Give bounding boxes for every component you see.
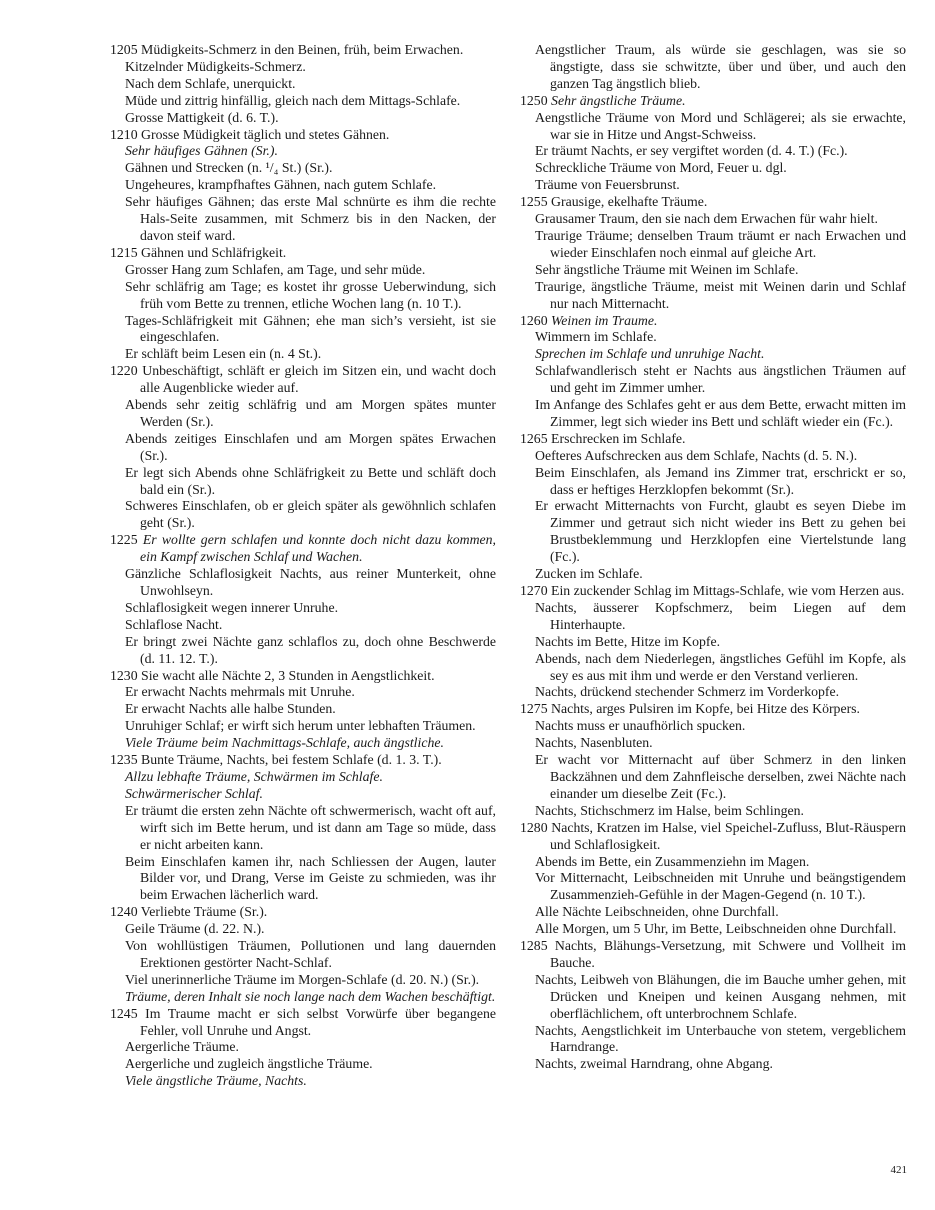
entry-text: Im Traume macht er sich selbst Vorwürfe über begangene Fehler, voll Unruhe und Angst. — [140, 1005, 496, 1038]
symptom-entry — [520, 228, 906, 262]
page-number: 421 — [890, 1164, 907, 1176]
symptom-entry — [110, 465, 496, 499]
entry-text: Schreckliche Träume von Mord, Feuer u. dgl. — [535, 160, 787, 176]
symptom-entry — [520, 262, 906, 279]
symptom-entry — [520, 651, 906, 685]
entry-text: Nachts im Bette, Hitze im Kopfe. — [535, 633, 721, 649]
symptom-entry — [110, 803, 496, 854]
symptom-entry — [110, 59, 496, 76]
entry-text: Nachts, Nasenbluten. — [535, 735, 653, 751]
entry-text: Alle Nächte Leibschneiden, ohne Durchfall. — [535, 904, 779, 920]
entry-text: Nachts, drückend stechender Schmerz im Vorderkopfe. — [535, 684, 840, 700]
entry-text: Nachts, arges Pulsiren im Kopfe, bei Hitze des Körpers. — [551, 701, 860, 717]
entry-number: 1235 — [110, 752, 138, 768]
entry-text: Im Anfange des Schlafes geht er aus dem Bette, erwacht mitten im Zimmer, legt sich wieder ins Bett und schläft wieder ein (Fc.). — [535, 397, 906, 429]
entry-text: Geile Träume (d. 22. N.). — [125, 921, 265, 937]
entry-text: Sehr schläfrig am Tage; es kostet ihr grosse Ueberwindung, sich früh vom Bette zu trennen, etliche Wochen lang (n. 10 T.). — [125, 278, 496, 311]
symptom-entry — [110, 566, 496, 600]
entry-number: 1210 — [110, 126, 138, 142]
entry-number: 1230 — [110, 667, 138, 683]
symptom-entry — [520, 397, 906, 431]
symptom-entry — [110, 938, 496, 972]
entry-number: 1225 — [110, 532, 138, 548]
symptom-entry — [110, 701, 496, 718]
symptom-entry — [520, 329, 906, 346]
entry-text: Schlaflose Nacht. — [125, 616, 223, 632]
entry-text: Er wollte gern schlafen und konnte doch nicht dazu kommen, ein Kampf zwischen Schlaf und Wachen. — [140, 532, 496, 565]
symptom-entry — [110, 1039, 496, 1056]
symptom-entry — [110, 684, 496, 701]
entry-text: Viel unerinnerliche Träume im Morgen-Schlafe (d. 20. N.) (Sr.). — [125, 971, 480, 987]
symptom-entry — [110, 279, 496, 313]
symptom-entry — [520, 803, 906, 820]
entry-text: Beim Einschlafen, als Jemand ins Zimmer trat, erschrickt er so, dass er heftiges Herzklopfen bekommt (Sr.). — [535, 464, 906, 497]
symptom-entry — [110, 346, 496, 363]
symptom-entry — [520, 93, 906, 110]
entry-text: Nachts, zweimal Harndrang, ohne Abgang. — [535, 1056, 773, 1072]
left-column — [110, 42, 496, 1090]
symptom-entry — [110, 143, 496, 160]
entry-text: Abends zeitiges Einschlafen und am Morgen spätes Erwachen (Sr.). — [125, 430, 496, 463]
entry-text: Nach dem Schlafe, unerquickt. — [125, 75, 296, 91]
entry-text: Er erwacht Nachts mehrmals mit Unruhe. — [125, 684, 355, 700]
entry-text: Tages-Schläfrigkeit mit Gähnen; ehe man sich’s versieht, ist sie eingeschlafen. — [125, 312, 496, 345]
symptom-entry — [110, 177, 496, 194]
entry-number: 1245 — [110, 1005, 138, 1021]
symptom-entry — [110, 93, 496, 110]
symptom-entry — [110, 786, 496, 803]
symptom-entry — [520, 279, 906, 313]
entry-text: Abends, nach dem Niederlegen, ängstliches Gefühl im Kopfe, als sey es aus mit ihm und werde er den Verstand verlieren. — [535, 650, 906, 683]
entry-number: 1215 — [110, 244, 138, 260]
symptom-entry — [110, 245, 496, 262]
symptom-entry — [520, 921, 906, 938]
symptom-entry — [110, 76, 496, 93]
symptom-entry — [110, 194, 496, 245]
symptom-entry — [110, 262, 496, 279]
symptom-entry — [110, 127, 496, 144]
symptom-entry — [520, 600, 906, 634]
symptom-entry — [110, 718, 496, 735]
entry-text: Er erwacht Nachts alle halbe Stunden. — [125, 701, 336, 717]
entry-text: Verliebte Träume (Sr.). — [140, 904, 268, 920]
symptom-entry — [520, 431, 906, 448]
entry-text: Nachts, Leibweh von Blähungen, die im Bauche umher gehen, mit Drücken und Kneipen und keinen Ausgang nehmen, mit oberflächlichem, oft unterbrochnem Schlafe. — [535, 971, 906, 1021]
entry-text: Schwärmerischer Schlaf. — [125, 785, 263, 801]
symptom-entry — [110, 160, 496, 177]
entry-text: Müdigkeits-Schmerz in den Beinen, früh, beim Erwachen. — [141, 42, 464, 57]
entry-text: Weinen im Traume. — [551, 312, 658, 328]
entry-text: Schlafwandlerisch steht er Nachts aus ängstlichen Träumen auf und geht im Zimmer umher. — [535, 363, 906, 396]
right-column — [520, 42, 906, 1073]
symptom-entry — [520, 820, 906, 854]
entry-text: Unbeschäftigt, schläft er gleich im Sitzen ein, und wacht doch alle Augenblicke wieder auf. — [140, 363, 496, 396]
entry-text: Allzu lebhafte Träume, Schwärmen im Schlafe. — [125, 768, 383, 784]
entry-text: Grosser Hang zum Schlafen, am Tage, und sehr müde. — [125, 261, 426, 277]
entry-text: Vor Mitternacht, Leibschneiden mit Unruhe und beängstigendem Zusammenzieh-Gefühle in der Magen-Gegend (n. 10 T.). — [535, 870, 906, 903]
symptom-entry — [110, 617, 496, 634]
symptom-entry — [520, 870, 906, 904]
symptom-entry — [110, 600, 496, 617]
entry-text: Müde und zittrig hinfällig, gleich nach dem Mittags-Schlafe. — [125, 92, 461, 108]
symptom-entry — [520, 583, 906, 600]
entry-text: Gähnen und Strecken (n. ¹/₄ St.) (Sr.). — [125, 160, 333, 176]
entry-text: Er erwacht Mitternachts von Furcht, glaubt es seyen Diebe im Zimmer und getraut sich nicht wieder ins Bett zu gehen bei Brustbeklemmung und Herzklopfen eine Viertelstunde lang (Fc.). — [535, 498, 906, 565]
symptom-entry — [520, 735, 906, 752]
entry-text: Aergerliche und zugleich ängstliche Träume. — [125, 1056, 373, 1072]
symptom-entry — [110, 972, 496, 989]
entry-number: 1260 — [520, 312, 548, 328]
entry-text: Grausige, ekelhafte Träume. — [551, 194, 708, 210]
symptom-entry — [110, 634, 496, 668]
entry-text: Oefteres Aufschrecken aus dem Schlafe, Nachts (d. 5. N.). — [535, 447, 858, 463]
symptom-entry — [110, 769, 496, 786]
symptom-entry — [110, 668, 496, 685]
symptom-entry — [110, 1056, 496, 1073]
symptom-entry — [520, 566, 906, 583]
symptom-entry — [520, 1023, 906, 1057]
symptom-entry — [520, 177, 906, 194]
entry-text: Bunte Träume, Nachts, bei festem Schlafe (d. 1. 3. T.). — [141, 752, 442, 768]
symptom-entry — [110, 989, 496, 1006]
entry-text: Sehr häufiges Gähnen (Sr.). — [125, 143, 278, 159]
entry-text: Schweres Einschlafen, ob er gleich später als gewöhnlich schlafen geht (Sr.). — [125, 498, 496, 531]
entry-text: Ein zuckender Schlag im Mittags-Schlafe, wie vom Herzen aus. — [551, 583, 905, 598]
symptom-entry — [110, 1073, 496, 1090]
entry-text: Viele ängstliche Träume, Nachts. — [125, 1073, 307, 1089]
symptom-entry — [520, 110, 906, 144]
entry-text: Er träumt Nachts, er sey vergiftet worden (d. 4. T.) (Fc.). — [535, 143, 848, 159]
symptom-entry — [110, 313, 496, 347]
symptom-entry — [110, 921, 496, 938]
entry-number: 1240 — [110, 904, 138, 920]
symptom-entry — [520, 718, 906, 735]
entry-text: Schlaflosigkeit wegen innerer Unruhe. — [125, 599, 339, 615]
symptom-entry — [520, 363, 906, 397]
entry-text: Grosse Mattigkeit (d. 6. T.). — [125, 109, 279, 125]
entry-text: Nachts muss er unaufhörlich spucken. — [535, 718, 746, 734]
entry-number: 1275 — [520, 701, 548, 717]
symptom-entry — [520, 1056, 906, 1073]
entry-text: Abends sehr zeitig schläfrig und am Morgen spätes munter Werden (Sr.). — [125, 397, 496, 429]
entry-text: Er träumt die ersten zehn Nächte oft schwermerisch, wacht oft auf, wirft sich im Bette herum, und ist dann am Tage so müde, dass er nicht arbeiten kann. — [125, 802, 496, 852]
entry-text: Gähnen und Schläfrigkeit. — [141, 244, 287, 260]
entry-number: 1280 — [520, 819, 548, 835]
entry-text: Beim Einschlafen kamen ihr, nach Schliessen der Augen, lauter Bilder vor, und Drang, Verse im Geiste zu schmieden, was ihr beim Erwachen lächerlich ward. — [125, 853, 496, 903]
symptom-entry — [520, 634, 906, 651]
symptom-entry — [110, 42, 496, 59]
entry-text: Sehr ängstliche Träume mit Weinen im Schlafe. — [535, 261, 799, 277]
symptom-entry — [110, 110, 496, 127]
entry-text: Sprechen im Schlafe und unruhige Nacht. — [535, 346, 765, 362]
symptom-entry — [110, 431, 496, 465]
symptom-entry — [520, 904, 906, 921]
symptom-entry — [520, 498, 906, 566]
entry-text: Er bringt zwei Nächte ganz schlaflos zu, doch ohne Beschwerde (d. 11. 12. T.). — [125, 633, 496, 666]
entry-text: Alle Morgen, um 5 Uhr, im Bette, Leibschneiden ohne Durchfall. — [535, 921, 897, 937]
symptom-entry — [520, 752, 906, 803]
symptom-entry — [520, 448, 906, 465]
symptom-entry — [520, 160, 906, 177]
symptom-entry — [520, 465, 906, 499]
symptom-entry — [520, 143, 906, 160]
entry-text: Kitzelnder Müdigkeits-Schmerz. — [125, 58, 306, 74]
entry-text: Grosse Müdigkeit täglich und stetes Gähnen. — [141, 126, 390, 142]
symptom-entry — [110, 498, 496, 532]
symptom-entry — [520, 684, 906, 701]
entry-text: Träume von Feuersbrunst. — [535, 177, 680, 193]
entry-text: Wimmern im Schlafe. — [535, 329, 657, 345]
entry-text: Aergerliche Träume. — [125, 1039, 239, 1055]
entry-text: Nachts, äusserer Kopfschmerz, beim Liegen auf dem Hinterhaupte. — [535, 599, 906, 632]
entry-number: 1220 — [110, 363, 138, 379]
entry-text: Traurige, ängstliche Träume, meist mit Weinen darin und Schlaf nur nach Mitternacht. — [535, 278, 906, 311]
symptom-entry — [520, 701, 906, 718]
symptom-entry — [110, 752, 496, 769]
entry-text: Von wohllüstigen Träumen, Pollutionen und lang dauernden Erektionen gestörter Nacht-Schlaf. — [125, 938, 496, 970]
entry-number: 1285 — [520, 938, 548, 954]
entry-number: 1205 — [110, 42, 138, 57]
symptom-entry — [520, 194, 906, 211]
symptom-entry — [110, 1006, 496, 1040]
entry-text: Sehr häufiges Gähnen; das erste Mal schnürte es ihm die rechte Hals-Seite zusammen, mit Schmerz bis in den Nacken, der davon steif ward. — [125, 194, 496, 243]
symptom-entry — [110, 735, 496, 752]
symptom-entry — [520, 42, 906, 93]
entry-text: Viele Träume beim Nachmittags-Schlafe, auch ängstliche. — [125, 735, 444, 751]
entry-text: Unruhiger Schlaf; er wirft sich herum unter lebhaften Träumen. — [125, 718, 476, 734]
entry-text: Ungeheures, krampfhaftes Gähnen, nach gutem Schlafe. — [125, 177, 437, 193]
entry-text: Nachts, Aengstlichkeit im Unterbauche von stetem, vergeblichem Harndrange. — [535, 1022, 906, 1055]
entry-number: 1255 — [520, 194, 548, 210]
symptom-entry — [110, 854, 496, 905]
entry-text: Nachts, Kratzen im Halse, viel Speichel-Zufluss, Blut-Räuspern und Schlaflosigkeit. — [550, 819, 906, 852]
symptom-entry — [110, 397, 496, 431]
symptom-entry — [110, 904, 496, 921]
entry-text: Er wacht vor Mitternacht auf über Schmerz in den linken Backzähnen und dem Zahnfleische derselben, zwei Nächte nach einander um dieselbe Zeit (Fc.). — [535, 752, 906, 801]
entry-text: Sehr ängstliche Träume. — [551, 92, 686, 108]
entry-text: Nachts, Stichschmerz im Halse, beim Schlingen. — [535, 802, 804, 818]
entry-text: Zucken im Schlafe. — [535, 566, 643, 582]
entry-text: Aengstliche Träume von Mord und Schlägerei; als sie erwachte, war sie in Hitze und Angst-Schweiss. — [535, 109, 906, 142]
entry-text: Er schläft beim Lesen ein (n. 4 St.). — [125, 346, 322, 362]
entry-text: Er legt sich Abends ohne Schläfrigkeit zu Bette und schläft doch bald ein (Sr.). — [125, 464, 496, 497]
entry-text: Abends im Bette, ein Zusammenziehn im Magen. — [535, 853, 810, 869]
entry-text: Sie wacht alle Nächte 2, 3 Stunden in Aengstlichkeit. — [141, 667, 435, 683]
entry-text: Nachts, Blähungs-Versetzung, mit Schwere und Vollheit im Bauche. — [550, 938, 906, 970]
symptom-entry — [110, 532, 496, 566]
entry-number: 1270 — [520, 583, 548, 598]
symptom-entry — [520, 313, 906, 330]
entry-number: 1250 — [520, 92, 548, 108]
entry-text: Aengstlicher Traum, als würde sie geschlagen, was sie so ängstigte, dass sie schwitzte, über und über, und auch den ganzen Tag ängstlich blieb. — [535, 42, 906, 91]
symptom-entry — [110, 363, 496, 397]
entry-text: Grausamer Traum, den sie nach dem Erwachen für wahr hielt. — [535, 211, 878, 227]
entry-text: Träume, deren Inhalt sie noch lange nach dem Wachen beschäftigt. — [125, 988, 496, 1004]
entry-number: 1265 — [520, 430, 548, 446]
symptom-entry — [520, 346, 906, 363]
entry-text: Traurige Träume; denselben Traum träumt er nach Erwachen und wieder Einschlafen noch einmal auf gleiche Art. — [535, 227, 906, 260]
symptom-entry — [520, 211, 906, 228]
symptom-entry — [520, 938, 906, 972]
symptom-entry — [520, 854, 906, 871]
symptom-entry — [520, 972, 906, 1023]
entry-text: Erschrecken im Schlafe. — [551, 430, 686, 446]
entry-text: Gänzliche Schlaflosigkeit Nachts, aus reiner Munterkeit, ohne Unwohlseyn. — [125, 566, 496, 598]
